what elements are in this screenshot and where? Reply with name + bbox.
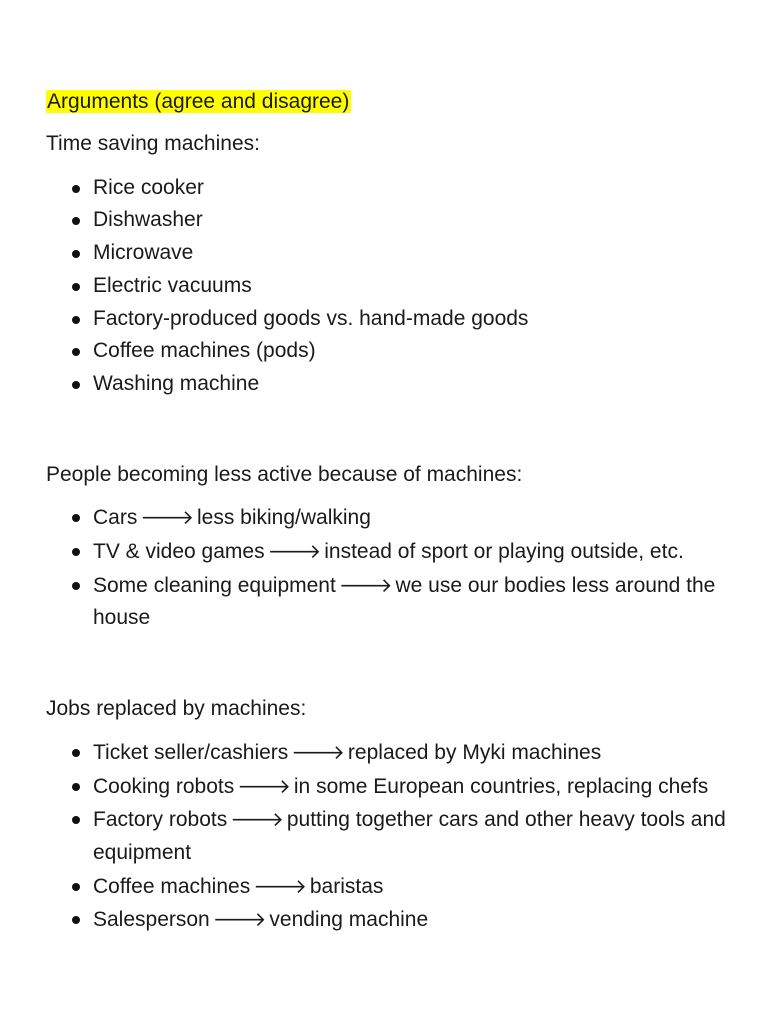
list-item: [46, 368, 736, 401]
bullet-icon: [72, 883, 80, 891]
list-item: [46, 303, 736, 336]
list-less-active: [46, 501, 736, 635]
item-effect: vending machine: [269, 908, 429, 932]
item-effect: we use our bodies less around the house: [93, 573, 716, 630]
list-item: [46, 770, 736, 804]
arrow-right-icon: 🡒: [237, 773, 291, 798]
bullet-icon: [72, 316, 80, 324]
arrow-right-icon: 🡒: [253, 873, 307, 898]
item-cause: Some cleaning equipment: [93, 573, 336, 597]
bullet-icon: [72, 250, 80, 258]
arrow-right-icon: 🡒: [267, 539, 322, 564]
list-item: [46, 569, 736, 635]
bullet-icon: [72, 348, 80, 356]
item-text: Factory-produced goods vs. hand-made goods: [93, 306, 529, 330]
bullet-icon: [72, 749, 80, 757]
item-text: Microwave: [93, 241, 194, 265]
bullet-icon: [72, 783, 80, 791]
arrow-right-icon: 🡒: [212, 907, 267, 932]
title-line: [46, 86, 736, 119]
item-effect: instead of sport or playing outside, etc.: [324, 540, 684, 564]
item-cause: Ticket seller/cashiers: [93, 740, 289, 764]
bullet-icon: [72, 916, 80, 924]
list-item: [46, 501, 736, 535]
list-item: [46, 172, 736, 205]
section-heading-less-active: People becoming less active because of machines:: [46, 462, 523, 486]
bullet-icon: [72, 217, 80, 225]
list-item: [46, 335, 736, 368]
document-page: [46, 86, 736, 937]
section-heading-time-saving: Time saving machines:: [46, 132, 260, 155]
bullet-icon: [72, 816, 80, 824]
item-cause: Salesperson: [93, 908, 210, 932]
list-item: [46, 870, 736, 904]
item-effect: in some European countries, replacing chefs: [293, 774, 709, 798]
item-cause: Cooking robots: [93, 774, 235, 798]
section-spacer: [46, 635, 736, 685]
item-cause: Factory robots: [93, 808, 228, 832]
item-effect: less biking/walking: [196, 506, 371, 530]
highlighted-title: Arguments (agree and disagree): [47, 90, 350, 113]
item-effect: baristas: [309, 874, 384, 898]
item-cause: Coffee machines: [93, 874, 251, 898]
arrow-right-icon: 🡒: [338, 572, 393, 597]
arrow-right-icon: 🡒: [291, 739, 345, 764]
item-text: Coffee machines (pods): [93, 339, 316, 363]
section-heading-jobs-replaced: Jobs replaced by machines:: [46, 697, 307, 721]
item-cause: TV & video games: [93, 540, 265, 564]
section-spacer: [46, 401, 736, 451]
item-text: Dishwasher: [93, 208, 203, 232]
bullet-icon: [72, 381, 80, 389]
item-effect: replaced by Myki machines: [347, 740, 602, 764]
list-item: [46, 204, 736, 237]
bullet-icon: [72, 582, 80, 590]
arrow-right-icon: 🡒: [140, 505, 194, 530]
list-item: [46, 803, 736, 869]
bullet-icon: [72, 548, 80, 556]
item-effect: putting together cars and other heavy tools and equipment: [93, 808, 726, 864]
list-item: [46, 903, 736, 937]
list-item: [46, 736, 736, 770]
list-time-saving: [46, 172, 736, 401]
item-text: Electric vacuums: [93, 273, 252, 297]
item-cause: Cars: [93, 506, 138, 530]
list-item: [46, 237, 736, 270]
list-item: [46, 270, 736, 303]
list-jobs-replaced: [46, 736, 736, 937]
list-item: [46, 535, 736, 569]
item-text: Rice cooker: [93, 175, 204, 199]
bullet-icon: [72, 185, 80, 193]
item-text: Washing machine: [93, 371, 260, 395]
bullet-icon: [72, 514, 80, 522]
bullet-icon: [72, 283, 80, 291]
arrow-right-icon: 🡒: [230, 807, 284, 832]
